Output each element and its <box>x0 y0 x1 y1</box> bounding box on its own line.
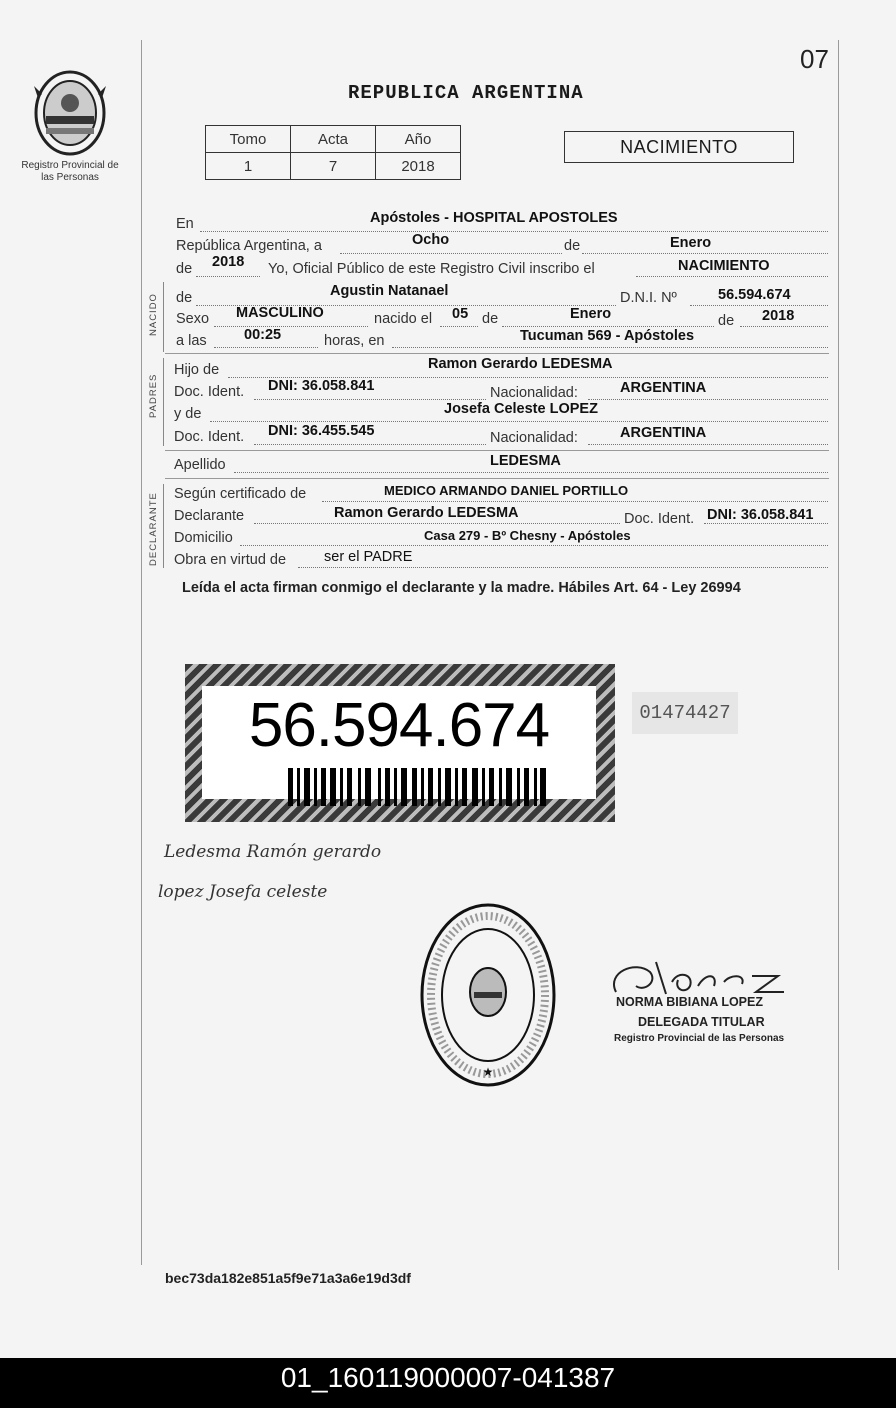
dotted-line <box>392 347 828 348</box>
value-dia-texto: Ocho <box>412 232 450 248</box>
value-madre: Josefa Celeste LOPEZ <box>444 401 598 417</box>
value-padre-doc: DNI: 36.058.841 <box>268 378 375 394</box>
official-office: Registro Provincial de las Personas <box>614 1033 785 1044</box>
record-header-acta: Acta <box>291 126 376 153</box>
label-yo-oficial: Yo, Oficial Público de este Registro Civil inscribo el <box>268 261 595 277</box>
official-signature-icon <box>606 952 796 998</box>
dotted-line <box>440 326 478 327</box>
label-segun-certificado: Según certificado de <box>174 486 307 502</box>
label-dni: D.N.I. Nº <box>620 290 677 306</box>
barcode-icon <box>288 768 546 806</box>
section-separator <box>165 353 829 354</box>
label-republica: República Argentina, a <box>176 238 322 254</box>
dotted-line <box>210 421 828 422</box>
label-horas-en: horas, en <box>324 333 385 349</box>
dotted-line <box>502 326 714 327</box>
dotted-line <box>636 276 828 277</box>
value-padre: Ramon Gerardo LEDESMA <box>428 356 613 372</box>
dotted-line <box>588 399 828 400</box>
barcode-number: 56.594.674 <box>248 691 550 760</box>
value-sexo: MASCULINO <box>236 305 324 321</box>
dotted-line <box>588 444 828 445</box>
label-de: de <box>176 261 193 277</box>
dotted-line <box>582 253 828 254</box>
document-hash: bec73da182e851a5f9e71a3a6e19d3df <box>165 1270 411 1286</box>
label-doc-ident: Doc. Ident. <box>174 429 245 445</box>
label-hijo-de: Hijo de <box>174 362 220 378</box>
official-seal-icon <box>418 900 558 1090</box>
record-table <box>205 125 461 180</box>
label-de: de <box>482 311 499 327</box>
label-obra-en-virtud: Obra en virtud de <box>174 552 287 568</box>
side-label-padres: PADRES <box>148 373 159 418</box>
value-declarante: Ramon Gerardo LEDESMA <box>334 505 519 521</box>
provincial-emblem-icon <box>32 68 108 158</box>
dotted-line <box>322 501 828 502</box>
value-dni: 56.594.674 <box>718 287 791 303</box>
dotted-line <box>234 472 828 473</box>
left-margin-line <box>141 40 142 1265</box>
dotted-line <box>196 276 260 277</box>
value-tipo: NACIMIENTO <box>678 258 770 274</box>
dotted-line <box>254 444 486 445</box>
label-a-las: a las <box>176 333 207 349</box>
value-anio: 2018 <box>212 254 245 270</box>
side-label-nacido: NACIDO <box>148 293 159 336</box>
record-value-tomo: 1 <box>206 153 291 180</box>
dotted-line <box>340 253 562 254</box>
label-de: de <box>718 313 735 329</box>
dotted-line <box>200 231 828 232</box>
barcode-panel <box>202 686 596 799</box>
value-lugar: Apóstoles - HOSPITAL APOSTOLES <box>370 210 618 226</box>
dotted-line <box>298 567 828 568</box>
label-en: En <box>176 216 194 232</box>
footer-code: 01_160119000007-041387 <box>0 1358 896 1408</box>
document-title: REPUBLICA ARGENTINA <box>348 82 584 104</box>
value-dia-nac: 05 <box>452 306 469 322</box>
section-separator <box>165 450 829 451</box>
dotted-line <box>254 399 486 400</box>
label-doc-ident: Doc. Ident. <box>174 384 245 400</box>
dotted-line <box>240 545 828 546</box>
value-apellido: LEDESMA <box>490 453 561 469</box>
value-padre-nac: ARGENTINA <box>620 380 707 396</box>
value-mes-nac: Enero <box>570 306 612 322</box>
dotted-line <box>214 326 368 327</box>
signature-madre: lopez Josefa celeste <box>158 882 328 902</box>
value-declarante-doc: DNI: 36.058.841 <box>707 507 814 523</box>
dotted-line <box>690 305 828 306</box>
side-label-declarante: DECLARANTE <box>148 492 159 566</box>
svg-text:★: ★ <box>482 1065 494 1079</box>
value-declarante-domicilio: Casa 279 - Bº Chesny - Apóstoles <box>424 528 631 543</box>
official-role: DELEGADA TITULAR <box>638 1015 765 1029</box>
section-separator <box>165 478 829 479</box>
record-type-box: NACIMIENTO <box>564 131 794 163</box>
page-number: 07 <box>800 44 829 74</box>
official-name: NORMA BIBIANA LOPEZ <box>616 995 763 1009</box>
barcode-label <box>185 664 615 822</box>
label-declarante: Declarante <box>174 508 245 524</box>
closing-note: Leída el acta firman conmigo el declarante y la madre. Hábiles Art. 64 - Ley 26994 <box>182 580 741 596</box>
label-doc-ident: Doc. Ident. <box>624 511 695 527</box>
section-divider <box>163 484 164 568</box>
label-sexo: Sexo <box>176 311 210 327</box>
dotted-line <box>740 326 828 327</box>
value-domicilio-nac: Tucuman 569 - Apóstoles <box>520 328 695 344</box>
section-divider <box>163 282 164 352</box>
record-header-anio: Año <box>376 126 461 153</box>
value-madre-doc: DNI: 36.455.545 <box>268 423 375 439</box>
right-margin-line <box>838 40 839 1270</box>
dotted-line <box>214 347 318 348</box>
label-nacionalidad: Nacionalidad: <box>490 430 578 446</box>
value-virtud: ser el PADRE <box>324 549 413 565</box>
label-y-de: y de <box>174 406 202 422</box>
record-value-anio: 2018 <box>376 153 461 180</box>
value-hora: 00:25 <box>244 327 282 343</box>
serial-stamp: 01474427 <box>632 692 738 734</box>
section-divider <box>163 358 164 446</box>
dotted-line <box>254 523 620 524</box>
value-anio-nac: 2018 <box>762 308 795 324</box>
value-madre-nac: ARGENTINA <box>620 425 707 441</box>
label-domicilio: Domicilio <box>174 530 233 546</box>
signature-declarante: Ledesma Ramón gerardo <box>164 842 382 862</box>
label-de: de <box>176 290 193 306</box>
value-certificado: MEDICO ARMANDO DANIEL PORTILLO <box>384 483 629 498</box>
label-apellido: Apellido <box>174 457 226 473</box>
value-nombre: Agustin Natanael <box>330 283 449 299</box>
record-value-acta: 7 <box>291 153 376 180</box>
label-nacionalidad: Nacionalidad: <box>490 385 578 401</box>
value-mes: Enero <box>670 235 712 251</box>
label-nacido-el: nacido el <box>374 311 433 327</box>
label-de: de <box>564 238 581 254</box>
dotted-line <box>704 523 828 524</box>
record-header-tomo: Tomo <box>206 126 291 153</box>
registry-label: Registro Provincial de las Personas <box>21 160 119 183</box>
